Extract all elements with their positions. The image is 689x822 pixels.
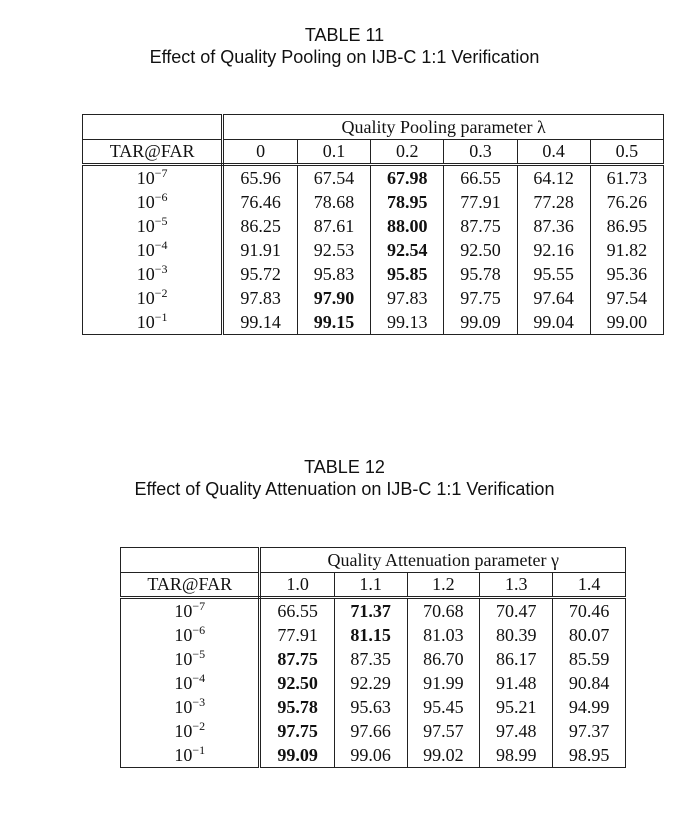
value-cell: 97.83 <box>371 286 444 310</box>
value-cell: 99.13 <box>371 310 444 335</box>
value-cell: 65.96 <box>223 165 298 191</box>
table-12-body <box>121 548 626 768</box>
value-cell <box>260 743 334 768</box>
corner-cell <box>121 548 260 573</box>
value-cell: 97.57 <box>407 719 480 743</box>
corner-cell <box>83 115 223 140</box>
table-row <box>83 165 664 191</box>
value-cell: 92.50 <box>444 238 517 262</box>
value-cell: 97.54 <box>590 286 663 310</box>
value-cell: 92.16 <box>517 238 590 262</box>
value-cell: 87.75 <box>444 214 517 238</box>
table-row <box>83 214 664 238</box>
value-cell: 66.55 <box>444 165 517 191</box>
far-base: 10 <box>174 601 193 621</box>
table-11-title: Effect of Quality Pooling on IJB-C 1:1 Verification <box>149 47 540 67</box>
far-exponent: −5 <box>192 647 206 661</box>
value-cell: 97.66 <box>334 719 407 743</box>
far-exponent: −7 <box>192 599 206 613</box>
table-row <box>121 743 626 768</box>
row-header-far <box>121 719 260 743</box>
column-header: 0 <box>223 140 298 165</box>
value-cell: 64.12 <box>517 165 590 191</box>
far-base: 10 <box>136 312 155 332</box>
value-cell <box>297 310 370 335</box>
table-11-caption <box>0 24 689 68</box>
column-header: 0.4 <box>517 140 590 165</box>
value-cell: 95.72 <box>223 262 298 286</box>
table-row <box>121 647 626 671</box>
far-exponent: −3 <box>192 695 206 709</box>
table-12-title: Effect of Quality Attenuation on IJB-C 1:1 Verification <box>134 479 555 499</box>
group-header: Quality Pooling parameter λ <box>223 115 664 140</box>
best-value: 97.75 <box>277 721 318 741</box>
value-cell <box>371 238 444 262</box>
header-row-group <box>121 548 626 573</box>
best-value: 92.54 <box>386 240 428 260</box>
best-value: 87.75 <box>277 649 318 669</box>
best-value: 67.98 <box>386 168 428 188</box>
value-cell: 94.99 <box>553 695 626 719</box>
header-row-group <box>83 115 664 140</box>
far-base: 10 <box>174 649 193 669</box>
far-exponent: −5 <box>154 214 168 228</box>
value-cell <box>334 598 407 624</box>
value-cell: 70.46 <box>553 598 626 624</box>
value-cell: 99.14 <box>223 310 298 335</box>
column-header: 1.2 <box>407 573 480 598</box>
table-row <box>83 286 664 310</box>
value-cell: 91.99 <box>407 671 480 695</box>
value-cell: 97.37 <box>553 719 626 743</box>
row-header-far <box>83 165 223 191</box>
value-cell: 78.68 <box>297 190 370 214</box>
far-base: 10 <box>136 192 155 212</box>
value-cell: 95.36 <box>590 262 663 286</box>
value-cell: 86.95 <box>590 214 663 238</box>
table-row <box>83 262 664 286</box>
far-exponent: −4 <box>192 671 206 685</box>
value-cell: 95.83 <box>297 262 370 286</box>
row-header-far <box>121 695 260 719</box>
value-cell <box>371 214 444 238</box>
value-cell: 81.03 <box>407 623 480 647</box>
value-cell: 87.35 <box>334 647 407 671</box>
best-value: 99.15 <box>313 312 355 332</box>
column-header: 0.5 <box>590 140 663 165</box>
column-header: 0.2 <box>371 140 444 165</box>
column-header: 0.1 <box>297 140 370 165</box>
column-header: 1.1 <box>334 573 407 598</box>
row-header-far <box>83 214 223 238</box>
far-exponent: −1 <box>154 310 168 324</box>
best-value: 97.90 <box>313 288 355 308</box>
value-cell <box>260 671 334 695</box>
value-cell: 95.55 <box>517 262 590 286</box>
far-exponent: −2 <box>192 719 206 733</box>
far-exponent: −6 <box>192 623 206 637</box>
best-value: 81.15 <box>350 625 391 645</box>
value-cell <box>297 286 370 310</box>
row-header-far <box>83 310 223 335</box>
value-cell <box>260 695 334 719</box>
far-base: 10 <box>174 673 193 693</box>
table-12-caption <box>0 456 689 500</box>
table-11-body <box>83 115 664 335</box>
value-cell: 66.55 <box>260 598 334 624</box>
table-row <box>121 695 626 719</box>
value-cell: 87.61 <box>297 214 370 238</box>
row-header-label: TAR@FAR <box>83 140 223 165</box>
value-cell: 91.91 <box>223 238 298 262</box>
row-header-far <box>121 647 260 671</box>
value-cell: 77.91 <box>260 623 334 647</box>
column-header: 1.3 <box>480 573 553 598</box>
value-cell <box>260 647 334 671</box>
value-cell: 95.45 <box>407 695 480 719</box>
table-row <box>121 623 626 647</box>
table-11 <box>82 114 664 335</box>
table-row <box>121 598 626 624</box>
far-base: 10 <box>174 745 193 765</box>
value-cell: 99.02 <box>407 743 480 768</box>
row-header-label: TAR@FAR <box>121 573 260 598</box>
value-cell: 97.48 <box>480 719 553 743</box>
value-cell: 95.78 <box>444 262 517 286</box>
value-cell: 86.25 <box>223 214 298 238</box>
value-cell: 91.48 <box>480 671 553 695</box>
value-cell: 87.36 <box>517 214 590 238</box>
far-base: 10 <box>174 625 193 645</box>
value-cell: 98.99 <box>480 743 553 768</box>
column-header: 0.3 <box>444 140 517 165</box>
table-11-label: TABLE 11 <box>304 25 385 45</box>
value-cell <box>371 165 444 191</box>
group-header: Quality Attenuation parameter γ <box>260 548 626 573</box>
column-header: 1.0 <box>260 573 334 598</box>
far-base: 10 <box>136 168 155 188</box>
value-cell: 70.47 <box>480 598 553 624</box>
best-value: 78.95 <box>386 192 428 212</box>
column-header: 1.4 <box>553 573 626 598</box>
row-header-far <box>121 671 260 695</box>
row-header-far <box>83 238 223 262</box>
best-value: 95.85 <box>386 264 428 284</box>
value-cell: 77.91 <box>444 190 517 214</box>
value-cell: 92.53 <box>297 238 370 262</box>
best-value: 95.78 <box>277 697 318 717</box>
value-cell: 77.28 <box>517 190 590 214</box>
value-cell: 97.75 <box>444 286 517 310</box>
far-exponent: −6 <box>154 190 168 204</box>
value-cell: 99.04 <box>517 310 590 335</box>
table-row <box>83 190 664 214</box>
table-12-label: TABLE 12 <box>304 457 385 477</box>
best-value: 88.00 <box>386 216 428 236</box>
value-cell: 86.70 <box>407 647 480 671</box>
value-cell: 91.82 <box>590 238 663 262</box>
row-header-far <box>121 598 260 624</box>
value-cell <box>371 190 444 214</box>
far-base: 10 <box>136 240 155 260</box>
table-12 <box>120 547 626 768</box>
far-base: 10 <box>174 721 193 741</box>
value-cell: 97.64 <box>517 286 590 310</box>
header-row-columns <box>83 140 664 165</box>
value-cell <box>371 262 444 286</box>
best-value: 71.37 <box>350 601 391 621</box>
value-cell: 67.54 <box>297 165 370 191</box>
far-exponent: −4 <box>154 238 168 252</box>
row-header-far <box>83 262 223 286</box>
far-exponent: −3 <box>154 262 168 276</box>
value-cell: 76.46 <box>223 190 298 214</box>
value-cell: 85.59 <box>553 647 626 671</box>
header-row-columns <box>121 573 626 598</box>
value-cell <box>260 719 334 743</box>
value-cell: 86.17 <box>480 647 553 671</box>
far-base: 10 <box>174 697 193 717</box>
far-base: 10 <box>136 264 155 284</box>
table-row <box>121 671 626 695</box>
value-cell: 97.83 <box>223 286 298 310</box>
row-header-far <box>83 286 223 310</box>
far-exponent: −7 <box>154 166 168 180</box>
value-cell: 76.26 <box>590 190 663 214</box>
row-header-far <box>121 743 260 768</box>
table-row <box>121 719 626 743</box>
far-base: 10 <box>136 216 155 236</box>
far-base: 10 <box>136 288 155 308</box>
value-cell: 99.00 <box>590 310 663 335</box>
table-row <box>83 310 664 335</box>
value-cell: 95.21 <box>480 695 553 719</box>
row-header-far <box>121 623 260 647</box>
value-cell: 95.63 <box>334 695 407 719</box>
value-cell: 98.95 <box>553 743 626 768</box>
value-cell: 92.29 <box>334 671 407 695</box>
value-cell: 80.07 <box>553 623 626 647</box>
far-exponent: −2 <box>154 286 168 300</box>
value-cell <box>334 623 407 647</box>
row-header-far <box>83 190 223 214</box>
value-cell: 90.84 <box>553 671 626 695</box>
value-cell: 99.06 <box>334 743 407 768</box>
table-row <box>83 238 664 262</box>
best-value: 99.09 <box>277 745 318 765</box>
value-cell: 80.39 <box>480 623 553 647</box>
value-cell: 70.68 <box>407 598 480 624</box>
value-cell: 61.73 <box>590 165 663 191</box>
far-exponent: −1 <box>192 743 206 757</box>
best-value: 92.50 <box>277 673 318 693</box>
value-cell: 99.09 <box>444 310 517 335</box>
